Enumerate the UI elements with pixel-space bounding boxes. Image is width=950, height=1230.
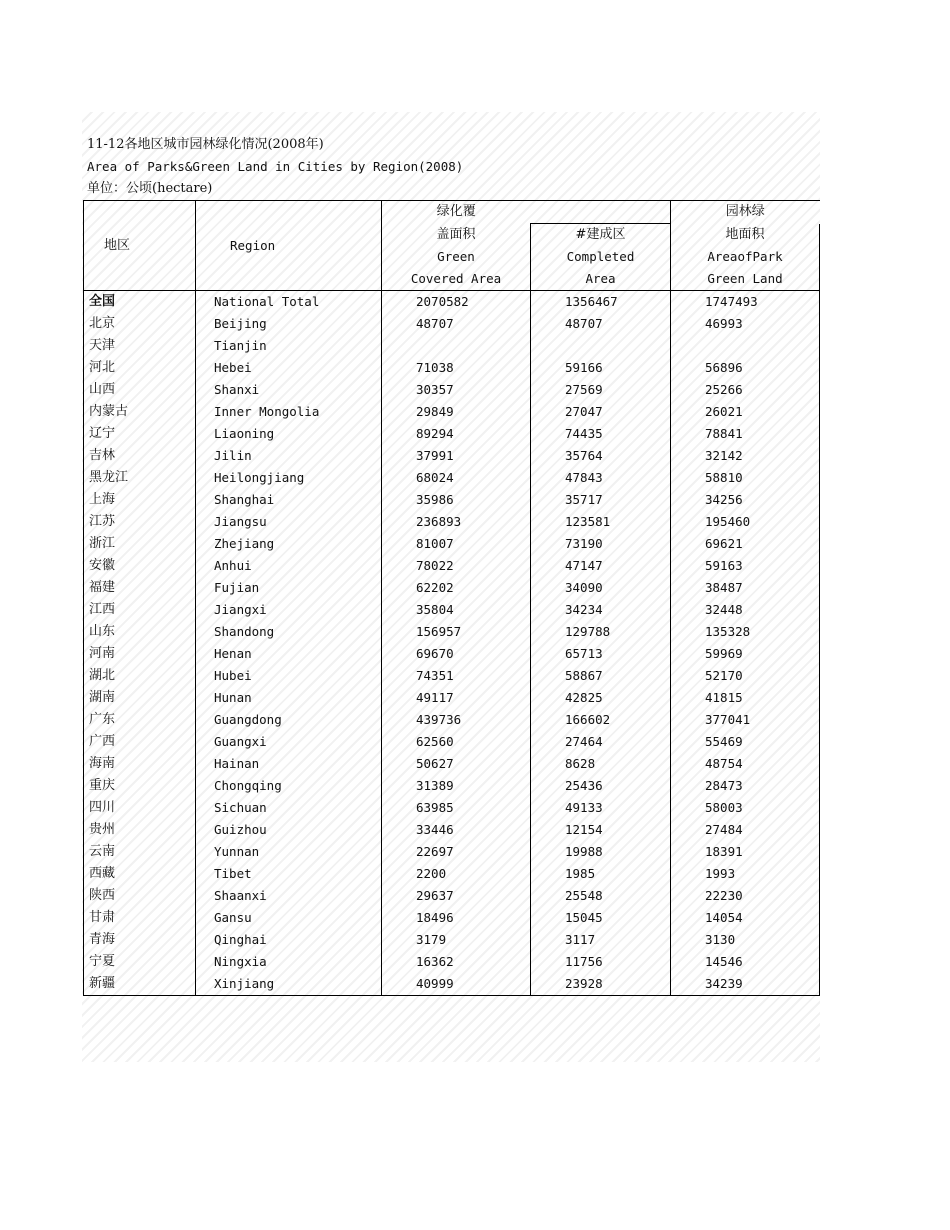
green-covered-area-cell: 69670: [382, 643, 531, 665]
green-land-table: [83, 200, 820, 996]
region-name-cn: 四川: [84, 797, 196, 819]
completed-area-cell: 25548: [531, 885, 671, 907]
completed-area-cell: 23928: [531, 973, 671, 996]
region-name-en: Jilin: [196, 445, 382, 467]
green-covered-area-cell: 89294: [382, 423, 531, 445]
region-name-cn: 黑龙江: [84, 467, 196, 489]
completed-area-cell: 49133: [531, 797, 671, 819]
region-name-cn: 云南: [84, 841, 196, 863]
park-green-land-cell: 56896: [671, 357, 820, 379]
park-green-land-cell: 34239: [671, 973, 820, 996]
park-green-land-cell: 28473: [671, 775, 820, 797]
completed-area-cell: 11756: [531, 951, 671, 973]
region-name-en: Guangdong: [196, 709, 382, 731]
park-green-land-cell: 55469: [671, 731, 820, 753]
header-park-line2: 地面积: [671, 224, 820, 247]
region-name-en: Hubei: [196, 665, 382, 687]
completed-area-cell: 48707: [531, 313, 671, 335]
table-row: [84, 951, 820, 973]
green-covered-area-cell: [382, 335, 531, 357]
completed-area-cell: 65713: [531, 643, 671, 665]
completed-area-cell: 3117: [531, 929, 671, 951]
completed-area-cell: 15045: [531, 907, 671, 929]
table-row: [84, 885, 820, 907]
region-name-en: Hainan: [196, 753, 382, 775]
region-name-en: Henan: [196, 643, 382, 665]
region-name-cn: 江西: [84, 599, 196, 621]
completed-area-cell: 166602: [531, 709, 671, 731]
completed-area-cell: 1356467: [531, 291, 671, 314]
green-covered-area-cell: 48707: [382, 313, 531, 335]
region-name-en: Tibet: [196, 863, 382, 885]
table-row: [84, 709, 820, 731]
completed-area-cell: 42825: [531, 687, 671, 709]
table-row: [84, 511, 820, 533]
table-row: [84, 621, 820, 643]
park-green-land-cell: 32448: [671, 599, 820, 621]
park-green-land-cell: 52170: [671, 665, 820, 687]
completed-area-cell: 25436: [531, 775, 671, 797]
region-name-cn: 湖北: [84, 665, 196, 687]
table-row: [84, 643, 820, 665]
region-name-en: Yunnan: [196, 841, 382, 863]
region-name-cn: 吉林: [84, 445, 196, 467]
completed-area-cell: 1985: [531, 863, 671, 885]
region-name-en: Beijing: [196, 313, 382, 335]
region-name-cn: 青海: [84, 929, 196, 951]
park-green-land-cell: 14546: [671, 951, 820, 973]
table-row: [84, 357, 820, 379]
region-name-cn: 新疆: [84, 973, 196, 996]
table-row: [84, 313, 820, 335]
region-name-cn: 山西: [84, 379, 196, 401]
region-name-en: Zhejiang: [196, 533, 382, 555]
completed-area-cell: 19988: [531, 841, 671, 863]
green-covered-area-cell: 16362: [382, 951, 531, 973]
region-name-en: Guangxi: [196, 731, 382, 753]
unit-label: 单位：公顷(hectare): [87, 181, 213, 196]
table-row: [84, 929, 820, 951]
region-name-cn: 贵州: [84, 819, 196, 841]
region-name-en: Jiangxi: [196, 599, 382, 621]
completed-area-cell: 35764: [531, 445, 671, 467]
table-row: [84, 841, 820, 863]
table-row: [84, 467, 820, 489]
region-name-cn: 西藏: [84, 863, 196, 885]
park-green-land-cell: 27484: [671, 819, 820, 841]
header-region-en: Region: [196, 201, 382, 291]
table-row: [84, 973, 820, 996]
table-row: [84, 379, 820, 401]
park-green-land-cell: [671, 335, 820, 357]
table-row: [84, 555, 820, 577]
header-green-line4: Covered Area: [382, 268, 531, 291]
region-name-cn: 辽宁: [84, 423, 196, 445]
green-covered-area-cell: 29637: [382, 885, 531, 907]
green-covered-area-cell: 31389: [382, 775, 531, 797]
park-green-land-cell: 34256: [671, 489, 820, 511]
header-built-line3: Area: [531, 268, 671, 291]
region-name-en: Ningxia: [196, 951, 382, 973]
header-green-line1: 绿化覆: [382, 201, 531, 224]
table-row: [84, 577, 820, 599]
completed-area-cell: 73190: [531, 533, 671, 555]
green-covered-area-cell: 156957: [382, 621, 531, 643]
green-covered-area-cell: 40999: [382, 973, 531, 996]
green-covered-area-cell: 78022: [382, 555, 531, 577]
park-green-land-cell: 58003: [671, 797, 820, 819]
completed-area-cell: 58867: [531, 665, 671, 687]
green-covered-area-cell: 236893: [382, 511, 531, 533]
park-green-land-cell: 195460: [671, 511, 820, 533]
green-covered-area-cell: 37991: [382, 445, 531, 467]
region-name-cn: 河北: [84, 357, 196, 379]
region-name-cn: 全国: [84, 291, 196, 314]
park-green-land-cell: 22230: [671, 885, 820, 907]
region-name-en: Liaoning: [196, 423, 382, 445]
region-name-cn: 河南: [84, 643, 196, 665]
green-covered-area-cell: 2200: [382, 863, 531, 885]
region-name-cn: 陕西: [84, 885, 196, 907]
table-row: [84, 907, 820, 929]
region-name-cn: 内蒙古: [84, 401, 196, 423]
header-built-spacer: [531, 201, 671, 224]
region-name-en: Shandong: [196, 621, 382, 643]
table-row: [84, 401, 820, 423]
park-green-land-cell: 48754: [671, 753, 820, 775]
region-name-cn: 山东: [84, 621, 196, 643]
park-green-land-cell: 3130: [671, 929, 820, 951]
region-name-en: Guizhou: [196, 819, 382, 841]
green-covered-area-cell: 30357: [382, 379, 531, 401]
completed-area-cell: 47843: [531, 467, 671, 489]
region-name-en: Hebei: [196, 357, 382, 379]
region-name-cn: 上海: [84, 489, 196, 511]
green-covered-area-cell: 439736: [382, 709, 531, 731]
park-green-land-cell: 41815: [671, 687, 820, 709]
region-name-en: Shanghai: [196, 489, 382, 511]
region-name-en: Chongqing: [196, 775, 382, 797]
region-name-cn: 广西: [84, 731, 196, 753]
green-covered-area-cell: 62560: [382, 731, 531, 753]
region-name-en: Inner Mongolia: [196, 401, 382, 423]
table-row: [84, 423, 820, 445]
region-name-en: Gansu: [196, 907, 382, 929]
region-name-cn: 海南: [84, 753, 196, 775]
park-green-land-cell: 59969: [671, 643, 820, 665]
green-covered-area-cell: 18496: [382, 907, 531, 929]
park-green-land-cell: 38487: [671, 577, 820, 599]
completed-area-cell: 8628: [531, 753, 671, 775]
completed-area-cell: 47147: [531, 555, 671, 577]
region-name-en: Jiangsu: [196, 511, 382, 533]
park-green-land-cell: 135328: [671, 621, 820, 643]
green-covered-area-cell: 62202: [382, 577, 531, 599]
table-row: [84, 863, 820, 885]
region-name-en: Xinjiang: [196, 973, 382, 996]
table-row: [84, 335, 820, 357]
region-name-en: Qinghai: [196, 929, 382, 951]
park-green-land-cell: 32142: [671, 445, 820, 467]
park-green-land-cell: 26021: [671, 401, 820, 423]
park-green-land-cell: 25266: [671, 379, 820, 401]
green-covered-area-cell: 68024: [382, 467, 531, 489]
completed-area-cell: 123581: [531, 511, 671, 533]
completed-area-cell: 34090: [531, 577, 671, 599]
header-park-line3: AreaofPark: [671, 246, 820, 268]
park-green-land-cell: 377041: [671, 709, 820, 731]
table-row: [84, 445, 820, 467]
park-green-land-cell: 78841: [671, 423, 820, 445]
green-covered-area-cell: 3179: [382, 929, 531, 951]
green-covered-area-cell: 22697: [382, 841, 531, 863]
header-green-line2: 盖面积: [382, 224, 531, 247]
green-covered-area-cell: 35804: [382, 599, 531, 621]
region-name-en: Sichuan: [196, 797, 382, 819]
park-green-land-cell: 58810: [671, 467, 820, 489]
region-name-cn: 湖南: [84, 687, 196, 709]
completed-area-cell: 12154: [531, 819, 671, 841]
region-name-en: Fujian: [196, 577, 382, 599]
green-covered-area-cell: 71038: [382, 357, 531, 379]
region-name-en: Shanxi: [196, 379, 382, 401]
region-name-cn: 天津: [84, 335, 196, 357]
park-green-land-cell: 18391: [671, 841, 820, 863]
region-name-en: Anhui: [196, 555, 382, 577]
green-covered-area-cell: 33446: [382, 819, 531, 841]
completed-area-cell: 27464: [531, 731, 671, 753]
region-name-cn: 北京: [84, 313, 196, 335]
completed-area-cell: 27569: [531, 379, 671, 401]
header-region-cn: 地区: [84, 201, 196, 291]
completed-area-cell: 74435: [531, 423, 671, 445]
header-green-line3: Green: [382, 246, 531, 268]
table-title-chinese: 11-12各地区城市园林绿化情况(2008年): [87, 137, 324, 152]
header-park-line4: Green Land: [671, 268, 820, 291]
region-name-cn: 宁夏: [84, 951, 196, 973]
green-covered-area-cell: 74351: [382, 665, 531, 687]
header-built-line1: #建成区: [531, 224, 671, 247]
completed-area-cell: 27047: [531, 401, 671, 423]
region-name-cn: 江苏: [84, 511, 196, 533]
green-covered-area-cell: 35986: [382, 489, 531, 511]
header-park-line1: 园林绿: [671, 201, 820, 224]
park-green-land-cell: 46993: [671, 313, 820, 335]
completed-area-cell: [531, 335, 671, 357]
region-name-cn: 甘肃: [84, 907, 196, 929]
table-row: [84, 753, 820, 775]
table-row: [84, 533, 820, 555]
table-row: [84, 687, 820, 709]
park-green-land-cell: 1993: [671, 863, 820, 885]
table-row: [84, 665, 820, 687]
region-name-en: Shaanxi: [196, 885, 382, 907]
green-covered-area-cell: 29849: [382, 401, 531, 423]
green-covered-area-cell: 49117: [382, 687, 531, 709]
table-row: [84, 599, 820, 621]
green-covered-area-cell: 50627: [382, 753, 531, 775]
completed-area-cell: 34234: [531, 599, 671, 621]
table-title-english: Area of Parks&Green Land in Cities by Region(2008): [87, 159, 464, 174]
region-name-cn: 浙江: [84, 533, 196, 555]
table-row: [84, 797, 820, 819]
table-row: [84, 489, 820, 511]
table-row: [84, 291, 820, 314]
completed-area-cell: 35717: [531, 489, 671, 511]
table-row: [84, 775, 820, 797]
region-name-cn: 重庆: [84, 775, 196, 797]
park-green-land-cell: 69621: [671, 533, 820, 555]
table-row: [84, 731, 820, 753]
region-name-cn: 福建: [84, 577, 196, 599]
region-name-en: Hunan: [196, 687, 382, 709]
green-covered-area-cell: 2070582: [382, 291, 531, 314]
park-green-land-cell: 14054: [671, 907, 820, 929]
park-green-land-cell: 1747493: [671, 291, 820, 314]
header-built-line2: Completed: [531, 246, 671, 268]
green-covered-area-cell: 63985: [382, 797, 531, 819]
table-row: [84, 819, 820, 841]
region-name-en: Tianjin: [196, 335, 382, 357]
region-name-en: National Total: [196, 291, 382, 314]
completed-area-cell: 129788: [531, 621, 671, 643]
region-name-cn: 安徽: [84, 555, 196, 577]
region-name-en: Heilongjiang: [196, 467, 382, 489]
header-row-1: [84, 201, 820, 224]
park-green-land-cell: 59163: [671, 555, 820, 577]
completed-area-cell: 59166: [531, 357, 671, 379]
region-name-cn: 广东: [84, 709, 196, 731]
green-covered-area-cell: 81007: [382, 533, 531, 555]
